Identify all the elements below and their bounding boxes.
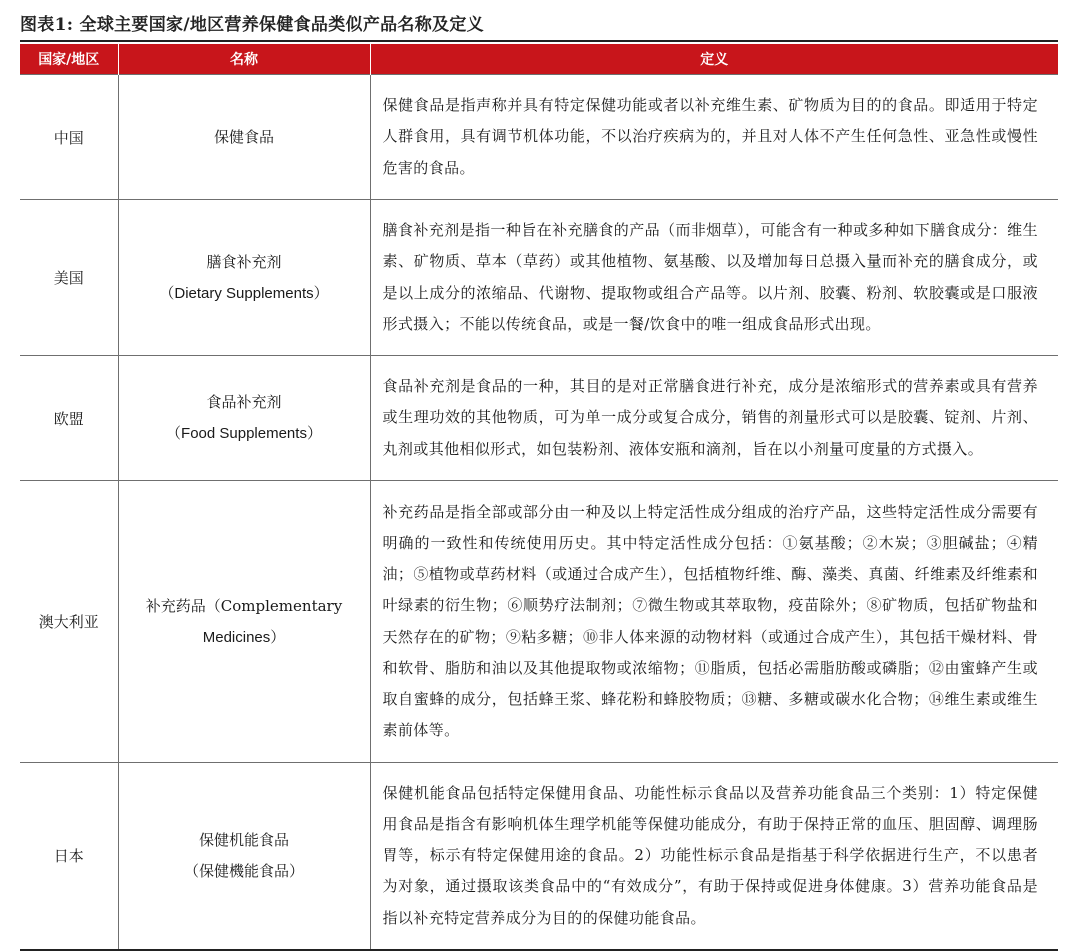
definition-cell: 补充药品是指全部或部分由一种及以上特定活性成分组成的治疗产品，这些特定活性成分需要有明确的一致性和传统使用历史。其中特定活性成分包括：①氨基酸；②木炭；③胆碱盐；④精油；⑤植物或草药材料（或通过合成产生），包括植物纤维、酶、藻类、真菌、纤维素及纤维素和叶绿素的衍生物；⑥顺势疗法制剂；⑦微生物或其萃取物，疫苗除外；⑧矿物质，包括矿物盐和天然存在的矿物；⑨粘多糖；⑩非人体来源的动物材料（或通过合成产生），其包括干燥材料、骨和软骨、脂肪和油以及其他提取物或浓缩物；⑪脂质，包括必需脂肪酸或磷脂；⑫由蜜蜂产生或取自蜜蜂的成分，包括蜂王浆、蜂花粉和蜂胶物质；⑬糖、多糖或碳水化合物；⑭维生素或维生素前体等。 [370, 481, 1058, 763]
name-line: 保健食品 [213, 127, 274, 146]
name-line-english: （Food Supplements） [166, 425, 322, 442]
table-header-row [20, 44, 1058, 75]
header-name: 名称 [118, 44, 370, 75]
name-line: 保健机能食品 [198, 830, 289, 849]
table-row [20, 75, 1058, 200]
region-cell: 日本 [20, 763, 118, 950]
name-line-english: Medicines） [202, 628, 286, 646]
definition-cell: 保健机能食品包括特定保健用食品、功能性标示食品以及营养功能食品三个类别：1）特定保健用食品是指含有影响机体生理学机能等保健功能成分，有助于保持正常的血压、胆固醇、调理肠胃等，标示有特定保健用途的食品。2）功能性标示食品是指基于科学依据进行生产，不以患者为对象，通过摄取该类食品中的“有效成分”，有助于保持或促进身体健康。3）营养功能食品是指以补充特定营养成分为目的的保健功能食品。 [370, 763, 1058, 950]
name-line-english: （Dietary Supplements） [159, 284, 329, 302]
name-cell [118, 763, 370, 950]
name-line: 补充药品（Complementary [145, 596, 343, 615]
table-row [20, 356, 1058, 481]
definition-cell: 保健食品是指声称并具有特定保健功能或者以补充维生素、矿物质为目的的食品。即适用于特定人群食用，具有调节机体功能，不以治疗疾病为的，并且对人体不产生任何急性、亚急性或慢性危害的食品。 [370, 75, 1058, 200]
region-cell: 澳大利亚 [20, 481, 118, 763]
header-region: 国家/地区 [20, 44, 118, 75]
name-line: 膳食补充剂 [206, 252, 282, 271]
name-cell [118, 481, 370, 763]
name-line: 食品补充剂 [206, 393, 282, 411]
name-line-japanese: （保健機能食品） [183, 861, 304, 880]
name-cell [118, 75, 370, 200]
header-definition: 定义 [370, 44, 1058, 75]
page-title: 图表1: 全球主要国家/地区营养保健食品类似产品名称及定义 [20, 15, 484, 35]
name-cell [118, 356, 370, 481]
name-cell [118, 200, 370, 356]
table-row [20, 481, 1058, 763]
region-cell: 中国 [20, 75, 118, 200]
region-cell: 欧盟 [20, 356, 118, 481]
definition-cell: 膳食补充剂是指一种旨在补充膳食的产品（而非烟草），可能含有一种或多种如下膳食成分：维生素、矿物质、草本（草药）或其他植物、氨基酸、以及增加每日总摄入量而补充的膳食成分，或是以上成分的浓缩品、代谢物、提取物或组合产品等。以片剂、胶囊、粉剂、软胶囊或是口服液形式摄入；不能以传统食品，或是一餐/饮食中的唯一组成食品形式出现。 [370, 200, 1058, 356]
definitions-table [20, 44, 1058, 951]
region-cell: 美国 [20, 200, 118, 356]
table-row [20, 763, 1058, 950]
title-divider [20, 40, 1058, 42]
definition-cell: 食品补充剂是食品的一种，其目的是对正常膳食进行补充，成分是浓缩形式的营养素或具有营养或生理功效的其他物质，可为单一成分或复合成分，销售的剂量形式可以是胶囊、锭剂、片剂、丸剂或其他相似形式，如包装粉剂、液体安瓶和滴剂，旨在以小剂量可度量的方式摄入。 [370, 356, 1058, 481]
table-row [20, 200, 1058, 356]
